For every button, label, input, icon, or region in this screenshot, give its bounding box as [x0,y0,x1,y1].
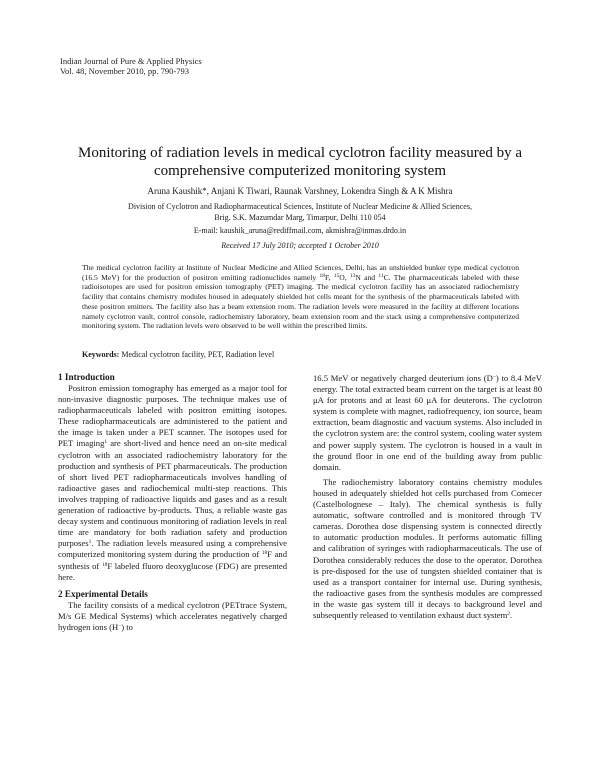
email-line: E-mail: kaushik_aruna@rediffmail.com, akmishra@inmas.drdo.in [193,226,407,235]
received-dates: Received 17 July 2010; accepted 1 October 2010 [221,241,379,250]
sup-minus-h: − [118,622,122,629]
abstract-text-4: N and [355,272,379,282]
sup-minus-d: − [492,374,496,380]
affiliation-line-1: Division of Cyclotron and Radiopharmaceutical Sciences, Institute of Nuclear Medicine & Allied Sciences, [128,202,472,211]
intro-text-d: F and synthesis of [58,549,288,571]
citation-2: 2 [507,610,511,617]
journal-header [60,56,202,76]
exp-text-end: ) to [121,621,133,632]
right-column [313,373,542,621]
journal-name: Indian Journal of Pure & Applied Physics [60,56,202,66]
sup-13: 13 [349,272,356,279]
affiliation-line-2: Brig. S.K. Mazumdar Marg, Timarpur, Delhi 110 054 [214,213,386,222]
keywords-label: Keywords: [82,350,120,359]
right-text-b: ) to 8.4 MeV energy. The total extracted beam current on the target is at least 80 μA for protons and at least 60 μA for deuterons. The cyclotron system is complete with magnet, radiofrequency, ion source, beam extraction, beam diagnostic and vacuum systems. Also included in the cyclotron system are: the control system, cooling water system and power supply system. The cyclotron is housed in a vault in the ground floor in one end of the building away from public domain. [313,373,542,472]
intro-paragraph [58,383,287,583]
left-column [58,371,287,633]
experimental-continued-paragraph [313,373,542,473]
intro-text-a: Positron emission tomography has emerged as a major tool for non-invasive diagnostic purposes. The technique makes use of radiopharmaceuticals labeled with positron emitting isotopes. These radiopharmaceuticals are administered to the patient and the image is taken under a PET scanner. The isotopes used for PET imaging [58,383,287,449]
exp-text: The facility consists of a medical cyclotron (PETtrace System, M/s GE Medical Systems) which accelerates negatively charged hydrogen ions (H [58,599,287,632]
abstract [82,263,519,331]
abstract-text-3: O, [339,272,350,282]
intro-text-c: . The radiation levels measured using a comprehensive computerized monitoring system during the production of [58,538,287,560]
citation-1b: 1 [88,539,92,546]
journal-issue: Vol. 48, November 2010, pp. 790-793 [60,66,189,76]
sup-11: 11 [378,272,384,279]
author-list: Aruna Kaushik*, Anjani K Tiwari, Raunak Varshney, Lokendra Singh & A K Mishra [147,186,453,196]
section-heading-experimental: 2 Experimental Details [58,588,148,599]
experimental-paragraph [58,600,287,633]
section-heading-introduction: 1 Introduction [58,372,115,382]
sup-18-b: 18 [101,561,108,568]
right-text-end: . [510,609,513,620]
intro-text-b: are short-lived and hence need an on-site medical cyclotron with an associated radiochemistry laboratory for the production and synthesis of PET pharmaceuticals. The production of short lived PET radiopharmaceuticals involves handling of radioactive gases and radiochemical multi-step reactions. This involves trapping of radioactive liquids and gases and as a result generation of radioactive by-products. Thus, a reliable waste gas decay system and continuous monitoring of radiation levels in real time are mandatory for both radiation safety and production purposes [58,438,288,549]
sup-18-a: 18 [261,550,268,557]
keywords-text: Medical cyclotron facility, PET, Radiation level [119,350,275,359]
sup-18: 18 [319,272,325,279]
radiochemistry-paragraph [313,477,542,621]
abstract-text-2: F, [324,272,334,282]
sup-15: 15 [333,272,340,279]
abstract-text-5: C. The pharmaceuticals labeled with these radioisotopes are used for positron emission tomography (PET) imaging. The medical cyclotron facility has an associated radiochemistry facility that contains chemistry modules housed in adequately shielded hot cells meant for the synthesis of the pharmaceuticals labeled with these positron emitters. The facility also has a beam extension room. The radiation levels were measured in the facility at different locations namely cyclotron vault, control console, radiochemistry laboratory, beam extension room and the stack using a comprehensive computerized monitoring system. The radiation levels were observed to be well within the prescribed limits. [82,272,519,331]
affiliation [70,201,530,223]
citation-1: 1 [104,439,108,446]
keywords [82,350,519,359]
abstract-text-1: The medical cyclotron facility at Institute of Nuclear Medicine and Allied Sciences, Delhi, has an unshielded bunker type medical cyclotron (16.5 MeV) for the production of positron emitting radionuclides namely [82,263,519,282]
intro-text-e: F labeled fluoro deoxyglucose (FDG) are presented here. [58,560,288,582]
paper-title: Monitoring of radiation levels in medical cyclotron facility measured by a comprehensive computerized monitoring system [77,145,523,179]
right-text-c: The radiochemistry laboratory contains chemistry modules housed in adequately shielded hot cells purchased from Comecer (Castelbolognese – Italy). The chemical synthesis is fully automatic, software controlled and is monitored through TV cameras. Dorothea dose dispensing system is connected directly to automatic production modules. It performs automatic filling and calibration of syringes with radiopharmaceuticals. The use of Dorothea considerably reduces the dose to the operator. Dorothea is pre-disposed for the use of tungsten shielded container that is used as a transport container for internal use. During synthesis, the radioactive gases from the synthesis modules are compressed in the waste gas system till it decays to background level and subsequently released to ventilation exhaust duct system [313,476,542,620]
right-text-a: 16.5 MeV or negatively charged deuterium ions (D [313,373,493,383]
